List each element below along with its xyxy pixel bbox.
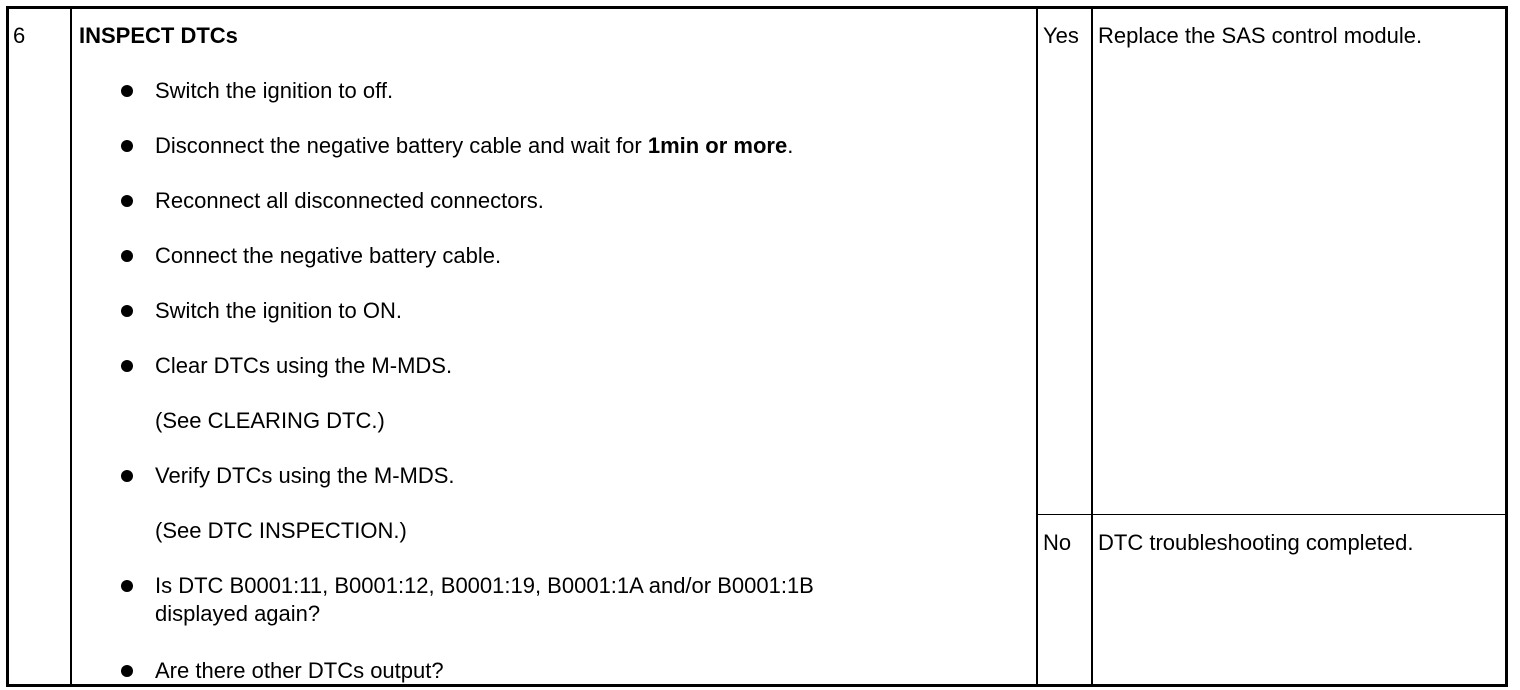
yes-action: Replace the SAS control module. xyxy=(1098,23,1423,48)
bullet-icon xyxy=(121,665,133,677)
bullet-icon xyxy=(121,250,133,262)
list-item-text: Is DTC B0001:11, B0001:12, B0001:19, B0001:1A and/or B0001:1B xyxy=(155,573,814,598)
bullet-icon xyxy=(121,85,133,97)
yes-label: Yes xyxy=(1043,23,1079,48)
bullet-icon xyxy=(121,360,133,372)
list-item-text: Connect the negative battery cable. xyxy=(155,243,502,268)
column-divider xyxy=(1091,9,1093,684)
bullet-icon xyxy=(121,305,133,317)
list-item-text xyxy=(155,133,793,159)
no-action: DTC troubleshooting completed. xyxy=(1098,530,1414,555)
list-item-text: Reconnect all disconnected connectors. xyxy=(155,188,544,213)
step-title: INSPECT DTCs xyxy=(79,23,238,48)
bullet-icon xyxy=(121,195,133,207)
list-item-text-part: . xyxy=(787,133,794,158)
inspection-table xyxy=(6,6,1508,687)
bullet-icon xyxy=(121,140,133,152)
list-item-text-continued: displayed again? xyxy=(155,601,321,626)
reference-note: (See CLEARING DTC.) xyxy=(155,408,385,433)
list-item-text: Switch the ignition to ON. xyxy=(155,298,403,323)
list-item-text: Switch the ignition to off. xyxy=(155,78,394,103)
bullet-icon xyxy=(121,580,133,592)
no-label: No xyxy=(1043,530,1072,555)
column-divider xyxy=(1036,9,1038,684)
wait-time-emphasis: 1min or more xyxy=(647,133,788,158)
bullet-icon xyxy=(121,470,133,482)
reference-note: (See DTC INSPECTION.) xyxy=(155,518,407,543)
row-divider xyxy=(1036,514,1505,515)
step-number: 6 xyxy=(13,23,26,48)
list-item-text: Are there other DTCs output? xyxy=(155,658,444,683)
list-item-text-part: Disconnect the negative battery cable and wait for xyxy=(155,133,648,158)
column-divider xyxy=(70,9,72,684)
list-item-text: Clear DTCs using the M-MDS. xyxy=(155,353,453,378)
list-item-text: Verify DTCs using the M-MDS. xyxy=(155,463,455,488)
